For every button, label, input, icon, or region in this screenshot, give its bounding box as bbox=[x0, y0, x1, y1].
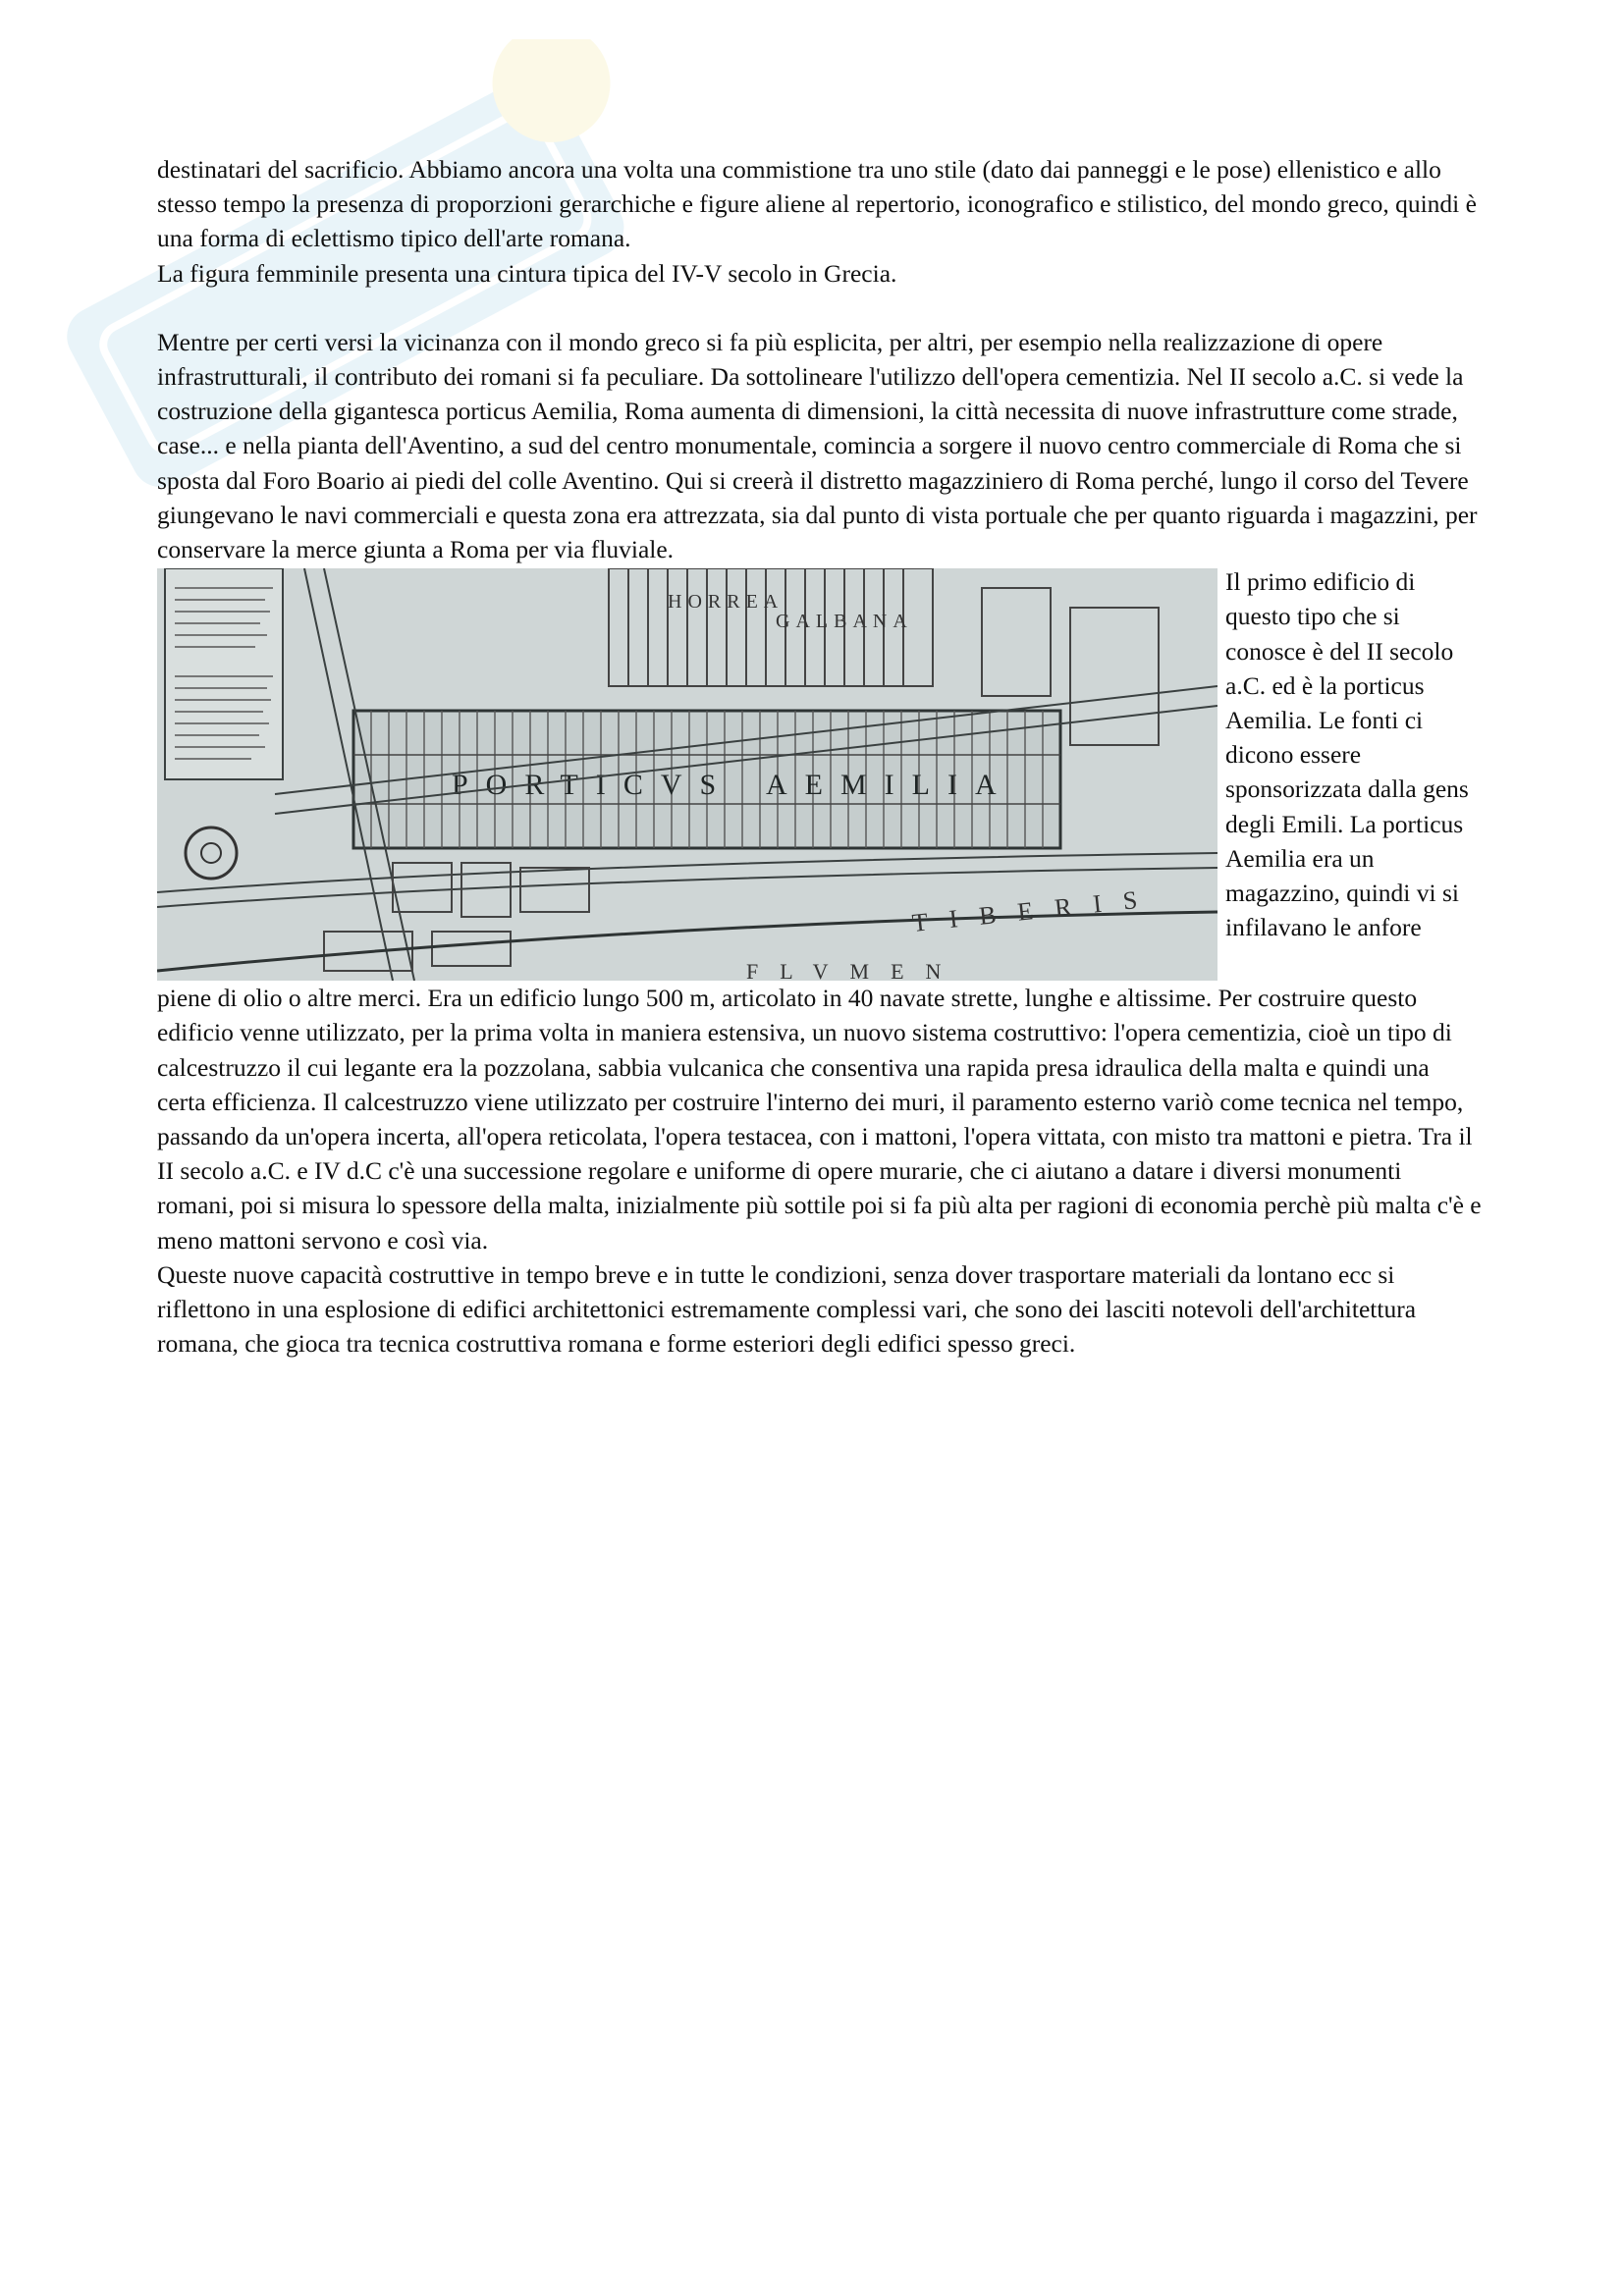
map-label-aemilia: AEMILIA bbox=[766, 769, 1014, 802]
paragraph-4: piene di olio o altre merci. Era un edificio lungo 500 m, articolato in 40 navate strette, lunghe e altissime. Per costruire questo edificio venne utilizzato, per la prima volta in maniera estensiva, un nuovo sistema costruttivo: l'opera cementizia, cioè un tipo di calcestruzzo il cui legante era la pozzolana, sabbia vulcanica che consentiva una rapida presa idraulica della malta e quindi una certa efficienza. Il calcestruzzo viene utilizzato per costruire l'interno dei muri, il paramento esterno variò come tecnica nel tempo, passando da un'opera incerta, all'opera reticolata, l'opera testacea, con i mattoni, l'opera vittata, con misto tra mattoni e pietra. Tra il II secolo a.C. e IV d.C c'è una successione regolare e uniforme di opere murarie, che ci aiutano a datare i diversi monumenti romani, poi si misura lo spessore della malta, inizialmente più sottile poi si fa più alta per ragioni di economia perchè più malta c'è e meno mattoni servono e così via. bbox=[157, 984, 1482, 1255]
map-label-galbana: GALBANA bbox=[776, 611, 913, 633]
figure-side-text: Il primo edificio di questo tipo che si conosce è del II secolo a.C. ed è la porticus Aemilia. Le fonti ci dicono essere sponsorizzata dalla gens degli Emili. La porticus Aemilia era un magazzino, quindi vi si infilavano le anfore bbox=[1225, 567, 1469, 942]
map-label-tiberis: TIBERIS bbox=[910, 882, 1161, 938]
paragraph-1: destinatari del sacrificio. Abbiamo ancora una volta una commistione tra uno stile (dato dai panneggi e le pose) ellenistico e allo stesso tempo la presenza di proporzioni gerarchiche e figure aliene al repertorio, iconografico e stilistico, del mondo greco, quindi è una forma di eclettismo tipico dell'arte romana. bbox=[157, 155, 1477, 253]
map-label-flumen: FLVMEN bbox=[746, 959, 963, 982]
porticus-aemilia-map bbox=[157, 568, 1217, 981]
paragraph-5: Queste nuove capacità costruttive in tempo breve e in tutte le condizioni, senza dover trasportare materiali da lontano ecc si riflettono in una esplosione di edifici architettonici estremamente complessi vari, che sono dei lasciti notevoli dell'architettura romana, che gioca tra tecnica costruttiva romana e forme esteriori degli edifici spesso greci. bbox=[157, 1259, 1417, 1359]
paragraph-3: Mentre per certi versi la vicinanza con il mondo greco si fa più esplicita, per altri, per esempio nella realizzazione di opere infrastrutturali, il contributo dei romani si fa peculiare. Da sottolineare l'utilizzo dell'opera cementizia. Nel II secolo a.C. si vede la costruzione della gigantesca porticus Aemilia, Roma aumenta di dimensioni, la città necessita di nuove infrastrutture come strade, case... e nella pianta dell'Aventino, a sud del centro monumentale, comincia a sorgere il nuovo centro commerciale di Roma che si sposta dal Foro Boario ai piedi del colle Aventino. Qui si creerà il distretto magazziniero di Roma perché, lungo il corso del Tevere giungevano le navi commerciali e questa zona era attrezzata, sia dal punto di vista portuale che per quanto riguarda i magazzini, per conservare la merce giunta a Roma per via fluviale. bbox=[157, 327, 1478, 564]
map-label-horrea: HORREA bbox=[668, 591, 784, 614]
paragraph-2: La figura femminile presenta una cintura tipica del IV-V secolo in Grecia. bbox=[157, 258, 897, 288]
document-page bbox=[157, 152, 1483, 1361]
figure-row bbox=[157, 568, 1483, 981]
map-label-porticus: PORTICVS bbox=[452, 769, 734, 802]
